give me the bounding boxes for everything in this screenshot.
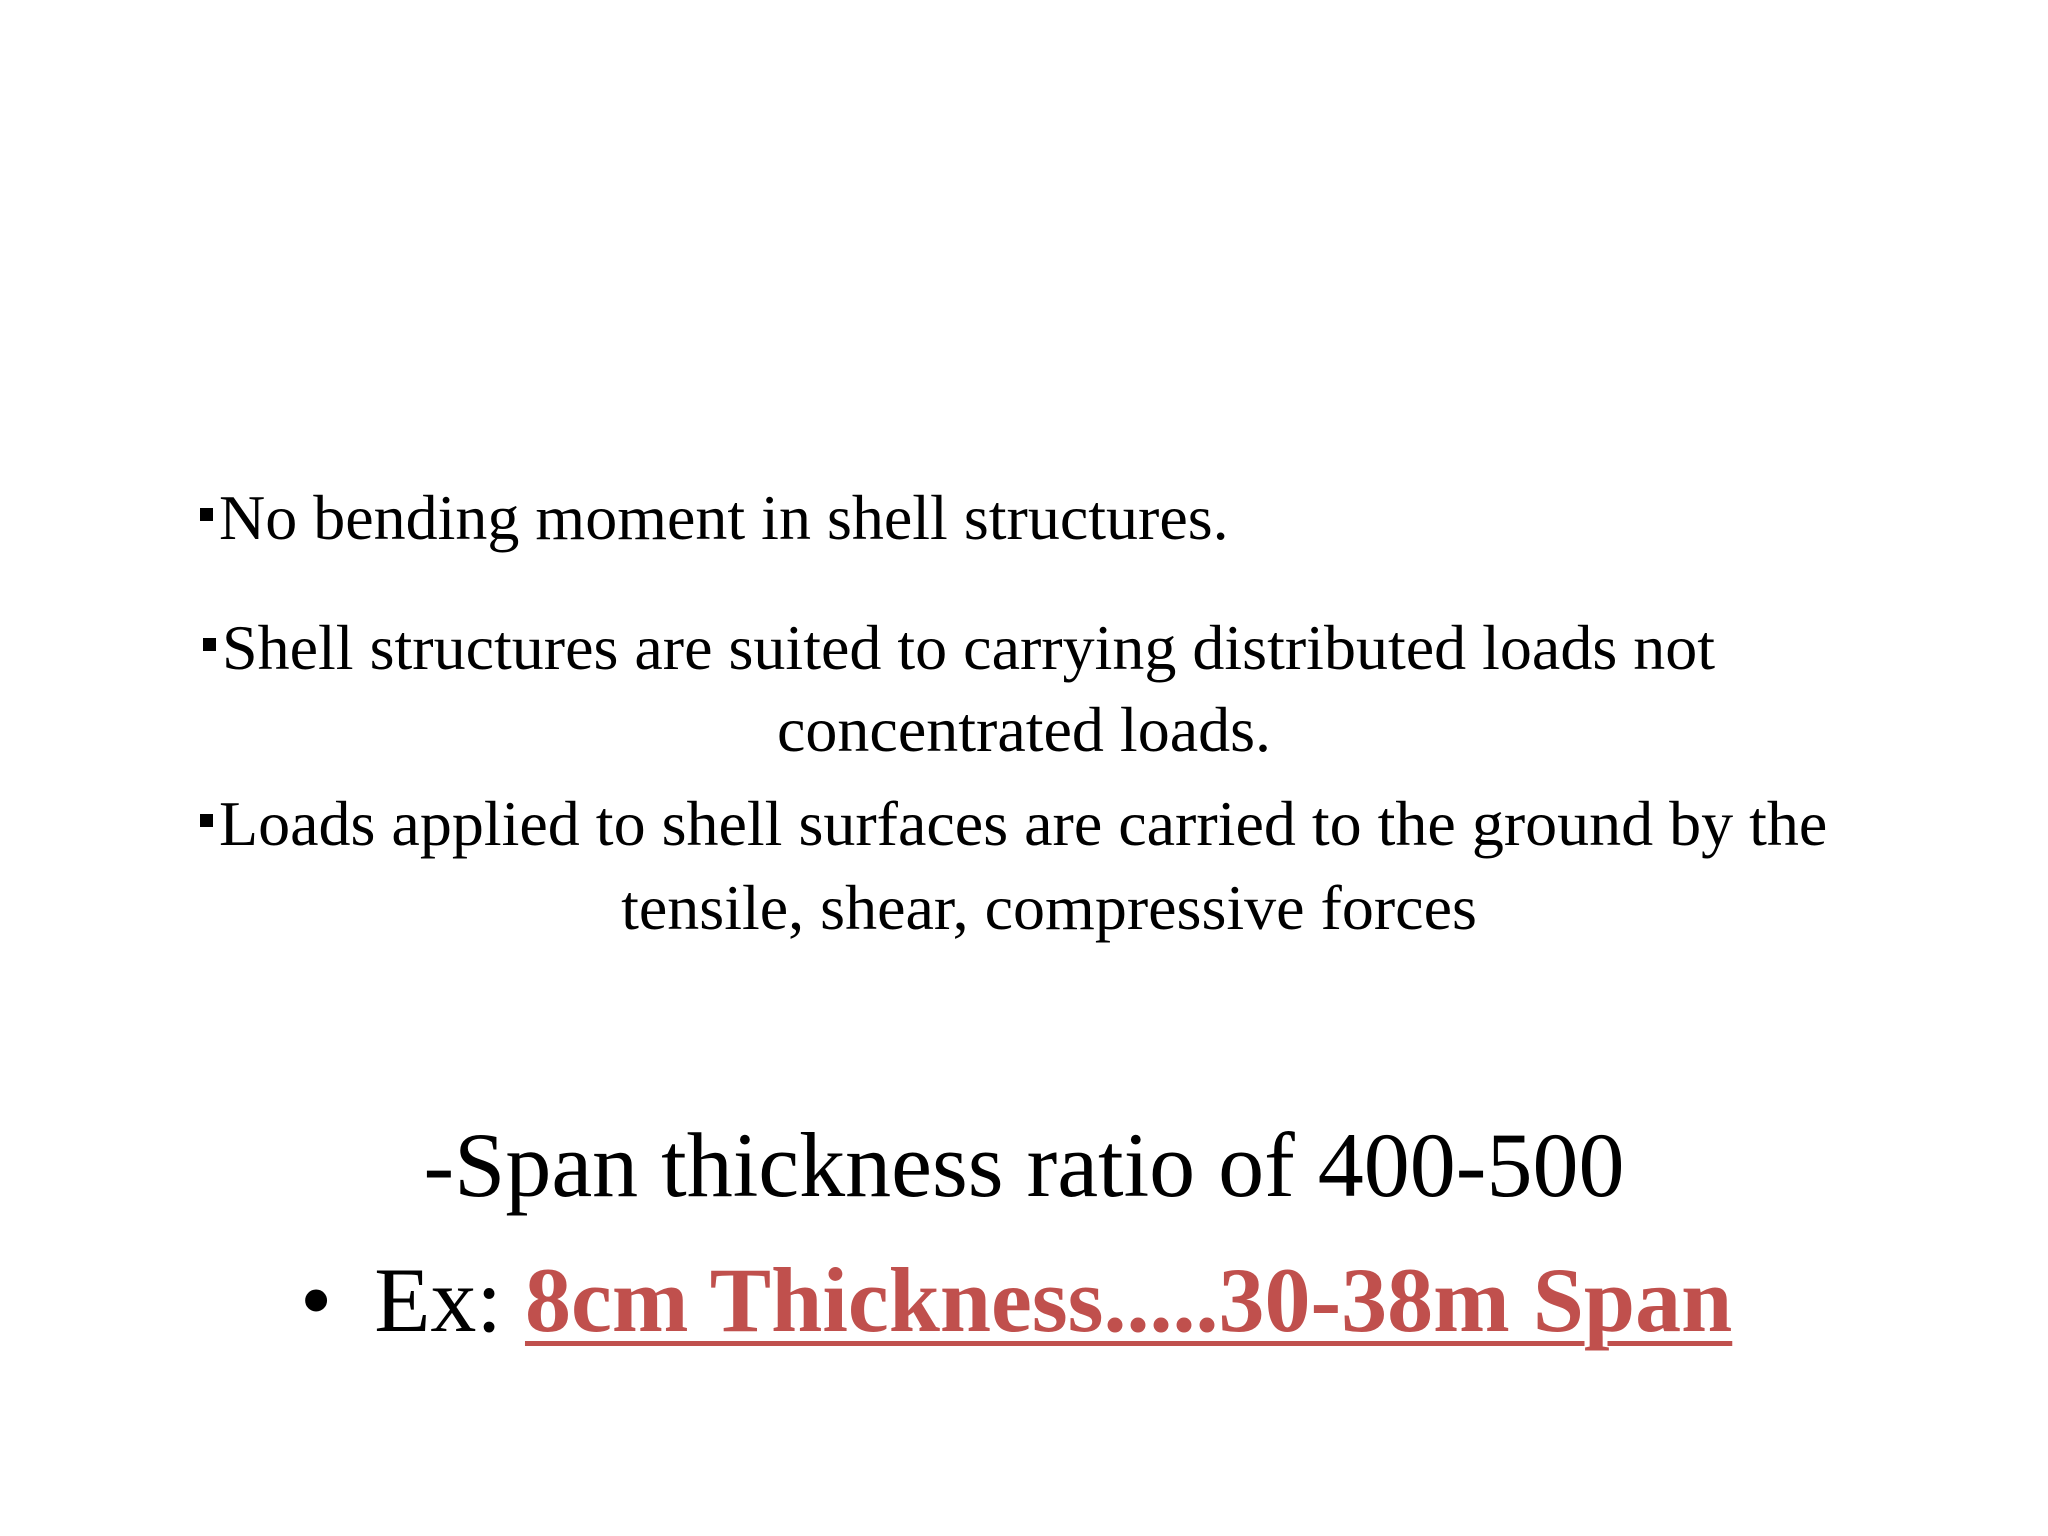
bullet-1-text: No bending moment in shell structures.: [219, 482, 1229, 553]
example-highlight: 8cm Thickness.....30-38m Span: [524, 1249, 1733, 1351]
bullet-2-continuation: [0, 690, 2048, 770]
bullet-3-continuation: [0, 868, 2048, 948]
bullet-2-text-line-1: Shell structures are suited to carrying distributed loads not: [222, 612, 1715, 683]
bullet-item-3: [200, 784, 1827, 864]
bullet-2-text-line-2: concentrated loads.: [777, 694, 1271, 765]
example-line: [300, 1245, 1732, 1355]
square-bullet-icon: [200, 814, 213, 827]
bullet-item-2: [203, 608, 1715, 688]
square-bullet-icon: [203, 638, 216, 651]
bullet-3-text-line-1: Loads applied to shell surfaces are carried to the ground by the: [219, 788, 1828, 859]
square-bullet-icon: [200, 508, 213, 521]
round-bullet-icon: •: [300, 1249, 333, 1351]
bullet-3-text-line-2: tensile, shear, compressive forces: [621, 872, 1477, 943]
bullet-item-1: [200, 478, 1229, 558]
span-ratio-heading: -Span thickness ratio of 400-500: [423, 1114, 1625, 1216]
example-prefix: Ex:: [374, 1249, 525, 1351]
